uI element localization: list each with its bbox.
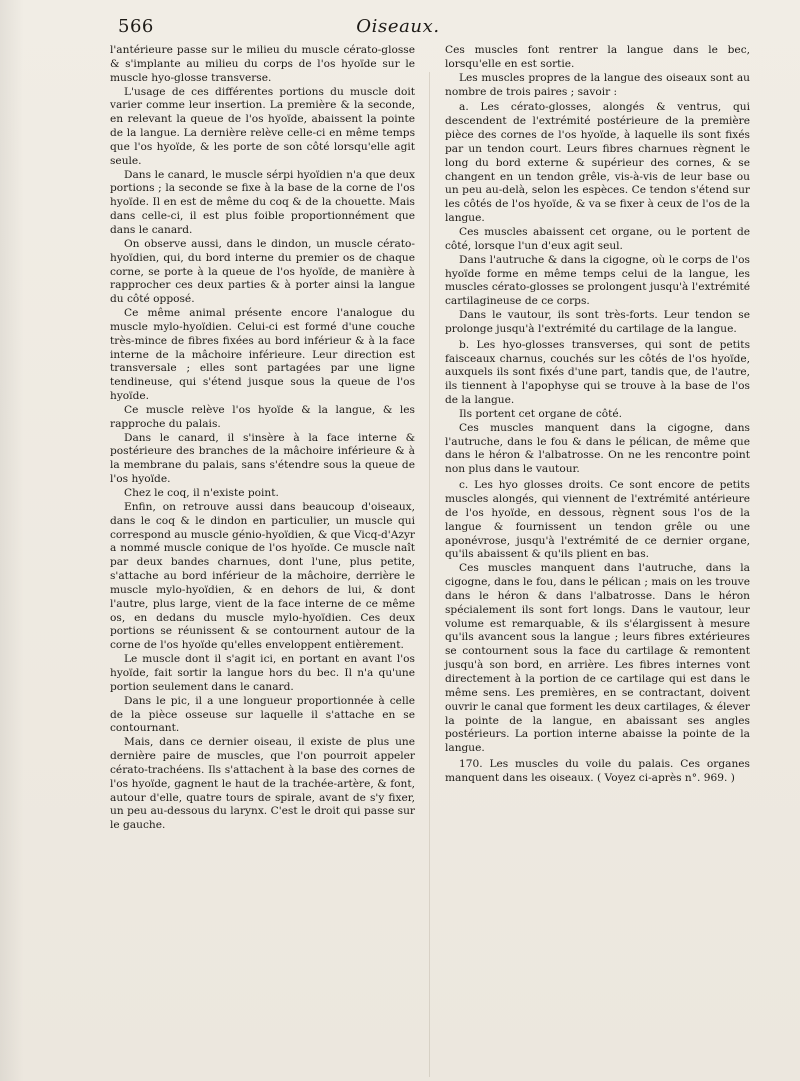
paragraph: a. Les cérato-glosses, alongés & ventrus, qui descendent de l'extrémité postérieure de la première pièce des cornes de l'os hyoïde, à laquelle ils sont fixés par un tendon court. Leurs fibres charnues règnent le long du bord externe & supérieur des cornes, & se changent en un tendon grêle, vis-à-vis de leur base ou un peu au-delà, selon les espèces. Ce tendon s'étend sur les côtés de l'os hyoïde, & va se fixer à ceux de l'os de la langue.: [445, 101, 750, 225]
paragraph: Ces muscles abaissent cet organe, ou le portent de côté, lorsque l'un d'eux agit seul.: [445, 225, 750, 252]
paragraph: l'antérieure passe sur le milieu du muscle cérato-glosse & s'implante au milieu du corps de l'os hyoïde sur le muscle hyo-glosse transverse.: [110, 44, 415, 84]
paragraph: Dans l'autruche & dans la cigogne, où le corps de l'os hyoïde forme en même temps celui de la langue, les muscles cérato-glosses se prolongent jusqu'à l'extrémité cartilagineuse de ce corps.: [445, 253, 750, 308]
paragraph: Les muscles propres de la langue des oiseaux sont au nombre de trois paires ; savoir :: [445, 71, 750, 98]
paragraph: c. Les hyo glosses droits. Ce sont encore de petits muscles alongés, qui viennent de l'extrémité antérieure de l'os hyoïde, en dessous, règnent sous l'os de la langue & fournissent un tendon grêle ou une aponévrose, jusqu'à l'extrémité de ce dernier organe, qu'ils abaissent & qu'ils plient en bas.: [445, 479, 750, 561]
page-number: 566: [118, 16, 154, 37]
paragraph: Dans le pic, il a une longueur proportionnée à celle de la pièce osseuse sur laquelle il s'attache en se contournant.: [110, 694, 415, 735]
right-column: [445, 44, 750, 786]
paragraph: On observe aussi, dans le dindon, un muscle cérato-hyoïdien, qui, du bord interne du premier os de chaque corne, se porte à la queue de l'os hyoïde, de manière à rapprocher ces deux parties & à porter ainsi la langue du côté opposé.: [110, 237, 415, 306]
column-divider: [429, 72, 430, 1077]
paragraph: Ils portent cet organe de côté.: [459, 407, 623, 420]
page-gutter-shadow: [0, 0, 24, 1081]
paragraph: Dans le canard, il s'insère à la face interne & postérieure des branches de la mâchoire inférieure & à la membrane du palais, sans s'étendre sous la queue de l'os hyoïde.: [110, 431, 415, 486]
paragraph: Enfin, on retrouve aussi dans beaucoup d'oiseaux, dans le coq & le dindon en particulier, un muscle qui correspond au muscle génio-hyoïdien, & que Vicq-d'Azyr a nommé muscle conique de l'os hyoïde. Ce muscle naît par deux bandes charnues, dont l'une, plus petite, s'attache au bord inférieur de la mâchoire, derrière le muscle mylo-hyoïdien, & en dehors de lui, & dont l'autre, plus large, vient de la face interne de ce même os, en dedans du muscle mylo-hyoïdien. Ces deux portions se réunissent & se contournent autour de la corne de l'os hyoïde qu'elles enveloppent entièrement.: [110, 500, 415, 652]
paragraph: Le muscle dont il s'agit ici, en portant en avant l'os hyoïde, fait sortir la langue hors du bec. Il n'a qu'une portion seulement dans le canard.: [110, 653, 415, 693]
paragraph: Mais, dans ce dernier oiseau, il existe de plus une dernière paire de muscles, que l'on pourroit appeler cérato-trachéens. Ils s'attachent à la base des cornes de l'os hyoïde, gagnent le haut de la trachée-artère, & font, autour d'elle, quatre tours de spirale, avant de s'y fixer, un peu au-dessous du larynx. C'est le droit qui passe sur le gauche.: [110, 736, 415, 832]
paragraph: Ces muscles manquent dans l'autruche, dans la cigogne, dans le fou, dans le pélican ; mais on les trouve dans le héron & dans l'albatrosse. Dans le héron spécialement ils sont fort longs. Dans le vautour, leur volume est remarquable, & ils s'élargissent à mesure qu'ils avancent sous la langue ; leurs fibres extérieures se contournent sous la face du cartilage & remontent jusqu'à son bord, en arrière. Les fibres internes vont directement à la portion de ce cartilage qui est dans le même sens. Les premières, en se contractant, doivent ouvrir le canal que forment les deux cartilages, & élever la pointe de la langue, en abaissant ses angles postérieurs. La portion interne abaisse la pointe de la langue.: [445, 562, 750, 755]
paragraph: Ces muscles font rentrer la langue dans le bec, lorsqu'elle en est sortie.: [445, 44, 750, 70]
paragraph: Ce muscle relève l'os hyoïde & la langue, & les rapproche du palais.: [110, 403, 415, 430]
running-title: Oiseaux.: [356, 16, 440, 37]
paragraph: Ce même animal présente encore l'analogue du muscle mylo-hyoïdien. Celui-ci est formé d'une couche très-mince de fibres fixées au bord inférieur & à la face interne de la mâchoire inférieure. Leur direction est transversale ; elles sont partagées par une ligne tendineuse, qui s'étend jusque sous la queue de l'os hyoïde.: [110, 307, 415, 403]
left-column: [110, 44, 415, 833]
paragraph: 170. Les muscles du voile du palais. Ces organes manquent dans les oiseaux. ( Voyez ci-après n°. 969. ): [445, 758, 750, 784]
paragraph: Dans le vautour, ils sont très-forts. Leur tendon se prolonge jusqu'à l'extrémité du cartilage de la langue.: [445, 309, 750, 335]
paragraph: Dans le canard, le muscle sérpi hyoïdien n'a que deux portions ; la seconde se fixe à la base de la corne de l'os hyoïde. Il en est de même du coq & de la chouette. Mais dans celle-ci, il est plus foible proportionnément que dans le canard.: [110, 168, 415, 236]
page-header: [118, 14, 678, 44]
paragraph: Chez le coq, il n'existe point.: [124, 487, 279, 499]
paragraph: Ces muscles manquent dans la cigogne, dans l'autruche, dans le fou & dans le pélican, de même que dans le héron & l'albatrosse. On ne les rencontre point non plus dans le vautour.: [445, 421, 750, 476]
paragraph: L'usage de ces différentes portions du muscle doit varier comme leur insertion. La première & la seconde, en relevant la queue de l'os hyoïde, abaissent la pointe de la langue. La dernière relève celle-ci en même temps que l'os hyoïde, & les porte de son côté lorsqu'elle agit seule.: [110, 85, 415, 167]
paragraph: b. Les hyo-glosses transverses, qui sont de petits faisceaux charnus, couchés sur les côtés de l'os hyoïde, auxquels ils sont fixés d'une part, tandis que, de l'autre, ils tiennent à l'apophyse qui se trouve à la base de l'os de la langue.: [445, 338, 750, 407]
